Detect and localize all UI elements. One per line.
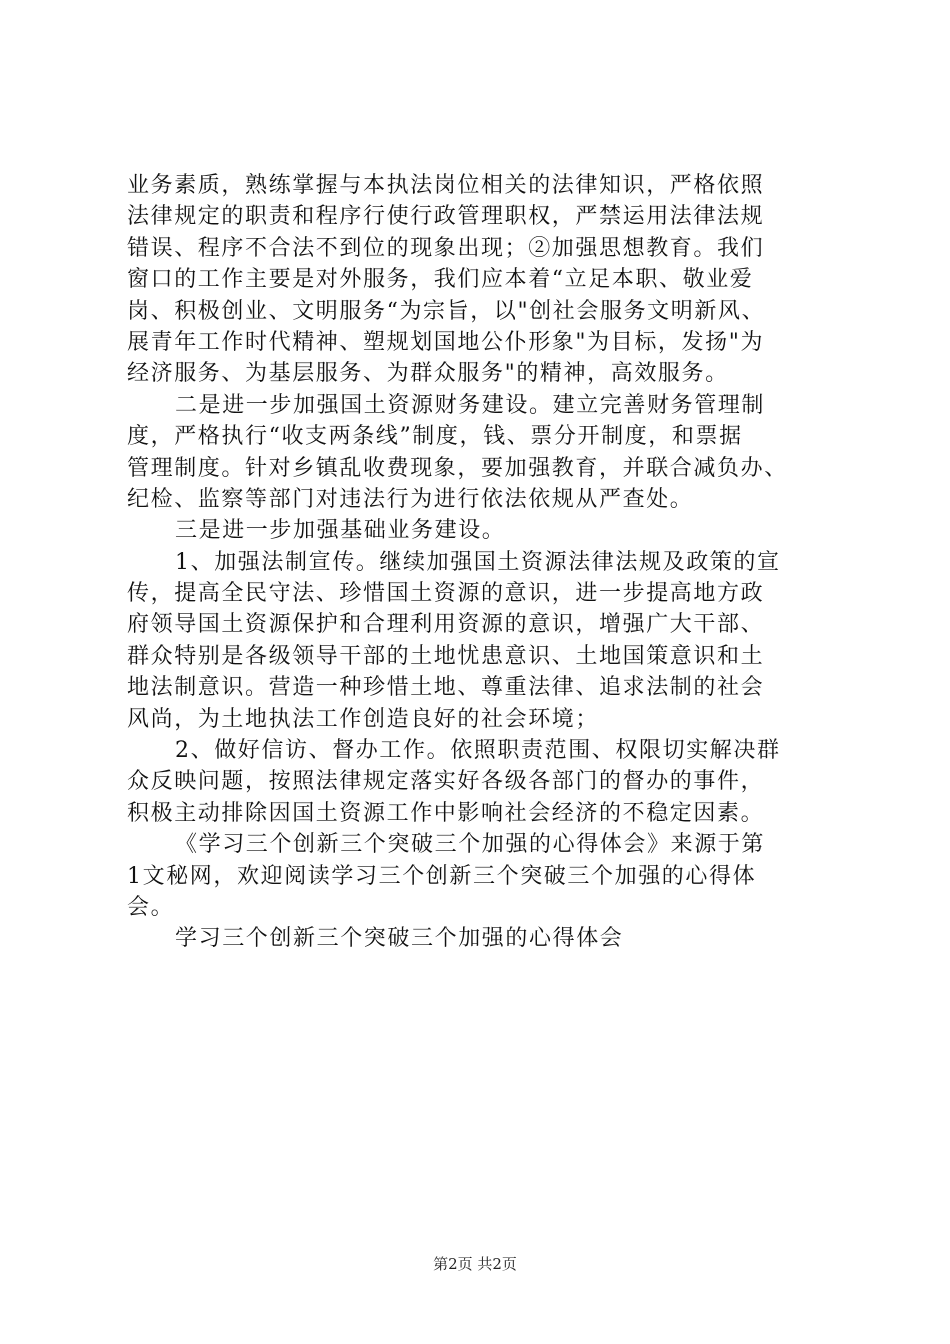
text-line: 展青年工作时代精神、塑规划国地公仆形象"为目标，发扬"为 [127,329,765,355]
text-line: 法律规定的职责和程序行使行政管理职权，严禁运用法律法规 [127,204,765,230]
text-line: 《学习三个创新三个突破三个加强的心得体会》来源于第 [175,832,766,858]
text-line: 岗、积极创业、文明服务“为宗旨，以"创社会服务文明新风、 [127,298,766,324]
text-line: 窗口的工作主要是对外服务，我们应本着“立足本职、敬业爱 [127,267,754,293]
text-line: 三是进一步加强基础业务建设。 [175,518,506,544]
text-line: 风尚，为土地执法工作创造良好的社会环境； [127,706,600,732]
text-line: 度，严格执行“收支两条线”制度，钱、票分开制度，和票据 [127,424,743,450]
text-line: 会。 [127,894,175,920]
text-line: 地法制意识。营造一种珍惜土地、尊重法律、追求法制的社会 [127,675,765,701]
document-body [127,170,837,955]
text-line: 传，提高全民守法、珍惜国土资源的意识，进一步提高地方政 [127,581,765,607]
text-line: 错误、程序不合法不到位的现象出现；②加强思想教育。我们 [127,235,765,261]
text-line: 二是进一步加强国土资源财务建设。建立完善财务管理制 [175,392,766,418]
text-line: 纪检、监察等部门对违法行为进行依法依规从严查处。 [127,486,694,512]
text-line: 府领导国土资源保护和合理利用资源的意识，增强广大干部、 [127,612,765,638]
text-line: 积极主动排除因国土资源工作中影响社会经济的不稳定因素。 [127,800,765,826]
text-line: 管理制度。针对乡镇乱收费现象，要加强教育，并联合减负办、 [127,455,788,481]
text-line: 1、加强法制宣传。继续加强国土资源法律法规及政策的宣 [175,549,781,575]
text-line: 2、做好信访、督办工作。依照职责范围、权限切实解决群 [175,738,781,764]
text-line: 群众特别是各级领导干部的土地忧患意识、土地国策意识和土 [127,643,765,669]
page-footer: 第2页 共2页 [433,1255,517,1273]
text-line: 经济服务、为基层服务、为群众服务"的精神，高效服务。 [127,361,729,387]
text-line: 学习三个创新三个突破三个加强的心得体会 [175,926,624,952]
text-line: 众反映问题，按照法律规定落实好各级各部门的督办的事件， [127,769,765,795]
text-line: 1文秘网，欢迎阅读学习三个创新三个突破三个加强的心得体 [127,863,757,889]
text-line: 业务素质，熟练掌握与本执法岗位相关的法律知识，严格依照 [127,173,765,198]
